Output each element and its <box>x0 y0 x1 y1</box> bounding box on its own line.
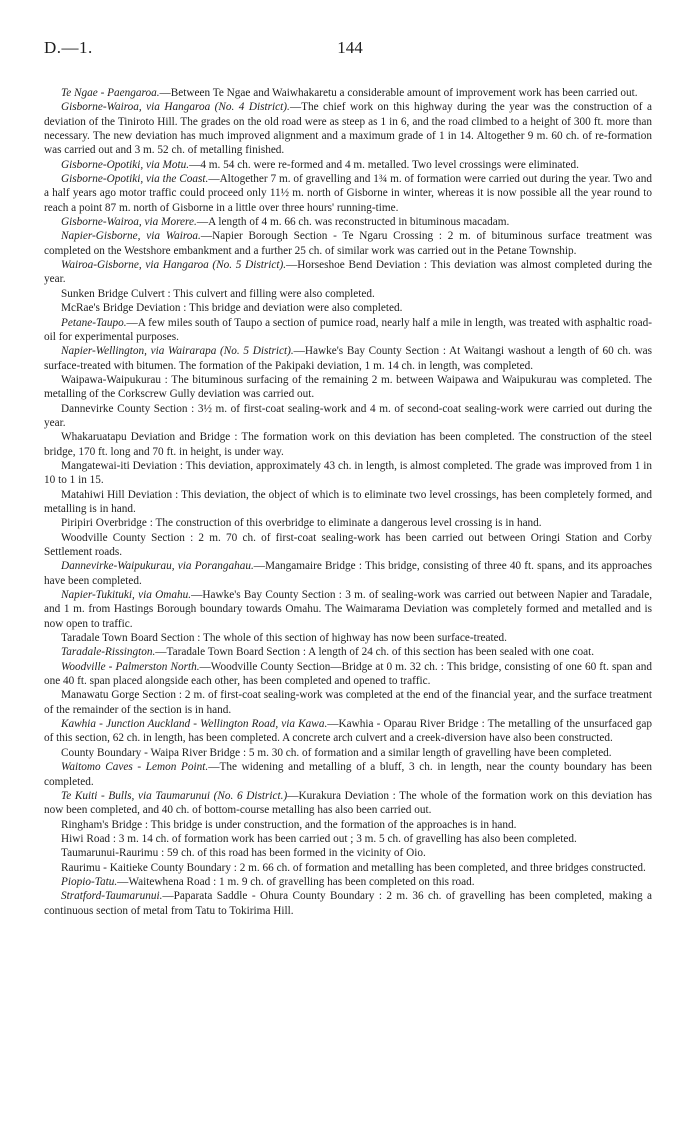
paragraph <box>44 287 652 301</box>
paragraph <box>44 660 652 689</box>
paragraph <box>44 818 652 832</box>
paragraph-text: Whakaruatapu Deviation and Bridge : The formation work on this deviation has been completed. The construction of the steel bridge, 170 ft. long and 70 ft. in height, is under way. <box>44 431 652 458</box>
section-heading: Gisborne-Wairoa, via Morere. <box>61 216 197 229</box>
paragraph-text: —Napier Borough Section - Te Ngaru Crossing : 2 m. of bituminous surface treatment was completed on the Westshore embankment and a further 25 ch. of similar work was carried out in the Petane Township. <box>44 230 652 257</box>
paragraph <box>44 430 652 459</box>
paragraph-text: —Between Te Ngae and Waiwhakaretu a considerable amount of improvement work has been carried out. <box>159 87 638 99</box>
section-heading: Petane-Taupo. <box>61 316 127 329</box>
section-heading: Wairoa-Gisborne, via Hangaroa (No. 5 District). <box>61 259 287 272</box>
paragraph <box>44 531 652 560</box>
document-reference: D.—1. <box>44 38 93 57</box>
section-heading: Napier-Gisborne, via Wairoa. <box>61 230 201 243</box>
paragraph-text: —Kawhia - Oparau River Bridge : The metalling of the unsurfaced gap of this section, 62 ch. in length, has been completed. A concrete arch culvert and a creek-diversion have also been constructed. <box>44 718 652 745</box>
paragraph-text: County Boundary - Waipa River Bridge : 5 m. 30 ch. of formation and a similar length of gravelling have been completed. <box>61 746 612 759</box>
paragraph-text: —4 m. 54 ch. were re-formed and 4 m. metalled. Two level crossings were eliminated. <box>189 158 579 171</box>
paragraph <box>44 861 652 875</box>
paragraph-text: McRae's Bridge Deviation : This bridge and deviation were also completed. <box>61 302 403 315</box>
section-heading: Piopio-Tatu. <box>61 875 118 888</box>
paragraph <box>44 588 652 631</box>
paragraph <box>44 746 652 760</box>
paragraph <box>44 459 652 488</box>
section-heading: Napier-Tukituki, via Omahu. <box>61 589 192 602</box>
paragraph <box>44 488 652 517</box>
paragraph-text: —Taradale Town Board Section : A length of 24 ch. of this section has been sealed with one coat. <box>155 646 595 659</box>
section-heading: Waitomo Caves - Lemon Point. <box>61 761 209 774</box>
paragraph-text: Mangatewai-iti Deviation : This deviation, approximately 43 ch. in length, is almost completed. The grade was improved from 1 in 10 to 1 in 15. <box>44 459 652 487</box>
paragraph-text: —Waitewhena Road : 1 m. 9 ch. of gravelling has been completed on this road. <box>117 875 475 888</box>
paragraph <box>44 559 652 588</box>
paragraph <box>44 832 652 846</box>
paragraph <box>44 215 652 229</box>
section-heading: Te Ngae - Paengaroa. <box>61 87 160 99</box>
paragraph <box>44 158 652 172</box>
paragraph <box>44 846 652 860</box>
paragraph-text: —The chief work on this highway during the year was the construction of a deviation of the Tiniroto Hill. The grades on the old road were as steep as 1 in 6, and the road climbed to a height of 300 ft. more than necessary. The new deviation has much improved alignment and a maximum grade of 1 in 14. Altogether 9 m. 60 ch. of re-formation was carried out and 3 m. 52 ch. of metalling finished. <box>44 101 652 157</box>
paragraph <box>44 760 652 789</box>
paragraph <box>44 229 652 258</box>
paragraph-text: —A few miles south of Taupo a section of pumice road, nearly half a mile in length, was treated with asphaltic road-oil for experimental purposes. <box>44 316 652 343</box>
paragraph-text: Taumarunui-Raurimu : 59 ch. of this road has been formed in the vicinity of Oio. <box>61 847 426 860</box>
paragraph <box>44 875 652 889</box>
paragraph-text: —Hawke's Bay County Section : At Waitangi washout a length of 60 ch. was surface-treated with bitumen. The formation of the Pakipaki deviation, 1 m. 14 ch. in length, was completed. <box>44 345 652 372</box>
paragraph <box>44 516 652 530</box>
paragraph-text: —Hawke's Bay County Section : 3 m. of sealing-work was carried out between Napier and Taradale, and 1 m. from Hastings Borough boundary towards Omahu. The Waimarama Deviation was completely formed and metalled and is now open to traffic. <box>44 589 653 630</box>
paragraph <box>44 373 652 402</box>
paragraph <box>44 402 652 431</box>
paragraph-text: Raurimu - Kaitieke County Boundary : 2 m. 66 ch. of formation and metalling has been completed, and three bridges constructed. <box>61 861 646 874</box>
paragraph-text: —Altogether 7 m. of gravelling and 1¾ m. of formation were carried out during the year. Two and a half years ago motor traffic could proceed only 11½ m. north of Gisborne in winter, whereas it is now possible all the year round to reach a point 87 m. north of Gisborne in a little over three hours' running-time. <box>44 173 652 214</box>
paragraph <box>44 172 652 215</box>
paragraph <box>44 258 652 287</box>
paragraph-text: —Horseshoe Bend Deviation : This deviation was almost completed during the year. <box>44 259 653 286</box>
section-heading: Taradale-Rissington. <box>61 646 156 659</box>
paragraph-text: —Kurakura Deviation : The whole of the formation work on this deviation has now been completed, and 40 ch. of bottom-course metalling has also been carried out. <box>44 789 652 817</box>
section-heading: Woodville - Palmerston North. <box>61 660 200 673</box>
paragraph-text: —The widening and metalling of a bluff, 3 ch. in length, near the county boundary has been completed. <box>44 761 653 788</box>
paragraph-text: Taradale Town Board Section : The whole of this section of highway has now been surface-treated. <box>61 632 507 645</box>
paragraph <box>44 631 652 645</box>
paragraph-text: Waipawa-Waipukurau : The bituminous surfacing of the remaining 2 m. between Waipawa and Waipukurau was completed. The metalling of the Corkscrew Gully deviation was carried out. <box>44 373 652 401</box>
section-heading: Napier-Wellington, via Wairarapa (No. 5 District). <box>61 345 294 358</box>
section-heading: Gisborne-Wairoa, via Hangaroa (No. 4 District). <box>61 101 290 114</box>
paragraph-text: —A length of 4 m. 66 ch. was reconstructed in bituminous macadam. <box>196 216 510 229</box>
paragraph <box>44 344 652 373</box>
section-heading: Kawhia - Junction Auckland - Wellington Road, via Kawa. <box>61 718 328 731</box>
section-heading: Stratford-Taumarunui. <box>61 890 163 903</box>
paragraph-text: Matahiwi Hill Deviation : This deviation, the object of which is to eliminate two level crossings, has been completely formed, and metalling is in hand. <box>44 488 652 515</box>
section-heading: Gisborne-Opotiki, via Motu. <box>61 158 190 171</box>
paragraph-text: Hiwi Road : 3 m. 14 ch. of formation work has been carried out ; 3 m. 5 ch. of gravelling has also been completed. <box>61 832 577 845</box>
document-body <box>44 86 652 918</box>
paragraph <box>44 645 652 659</box>
paragraph <box>44 301 652 315</box>
paragraph <box>44 86 652 100</box>
paragraph-text: Sunken Bridge Culvert : This culvert and filling were also completed. <box>61 287 375 300</box>
paragraph <box>44 717 652 746</box>
section-heading: Gisborne-Opotiki, via the Coast. <box>61 173 209 186</box>
section-heading: Te Kuiti - Bulls, via Taumarunui (No. 6 District.) <box>61 789 288 802</box>
paragraph-text: —Woodville County Section—Bridge at 0 m. 32 ch. : This bridge, consisting of one 60 ft. span and one 40 ft. span placed alongside each other, has been completed and opened to traffic. <box>44 660 652 688</box>
paragraph <box>44 688 652 717</box>
paragraph-text: —Paparata Saddle - Ohura County Boundary : 2 m. 36 ch. of gravelling has been completed, making a continuous section of metal from Tatu to Tokirima Hill. <box>44 890 652 917</box>
paragraph-text: Woodville County Section : 2 m. 70 ch. of first-coat sealing-work has been carried out between Oringi Station and Corby Settlement roads. <box>44 531 652 558</box>
paragraph <box>44 789 652 818</box>
paragraph-text: Piripiri Overbridge : The construction of this overbridge to eliminate a dangerous level crossing is in hand. <box>61 517 542 530</box>
paragraph-text: Ringham's Bridge : This bridge is under construction, and the formation of the approaches is in hand. <box>61 818 517 831</box>
paragraph-text: Dannevirke County Section : 3½ m. of first-coat sealing-work and 4 m. of second-coat sealing-work were carried out during the year. <box>44 402 652 429</box>
page-number: 144 <box>337 38 363 57</box>
paragraph-text: —Mangamaire Bridge : This bridge, consisting of three 40 ft. spans, and its approaches have been completed. <box>44 560 652 587</box>
paragraph-text: Manawatu Gorge Section : 2 m. of first-coat sealing-work was completed at the end of the financial year, and the surface treatment of the remainder of the section is in hand. <box>44 689 652 716</box>
paragraph <box>44 100 652 157</box>
paragraph <box>44 316 652 345</box>
paragraph <box>44 889 652 918</box>
section-heading: Dannevirke-Waipukurau, via Porangahau. <box>61 560 254 573</box>
